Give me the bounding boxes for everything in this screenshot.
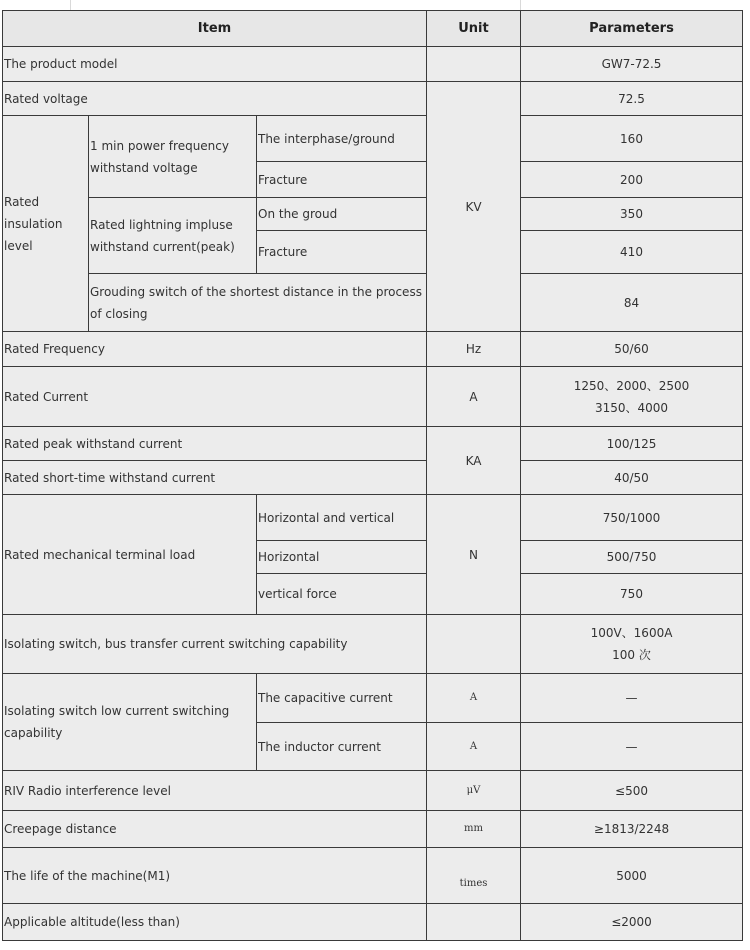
creepage-unit: mm — [427, 811, 521, 848]
header-unit: Unit — [427, 11, 521, 47]
table-row — [3, 82, 743, 116]
power-fracture-value: 200 — [521, 162, 743, 198]
table-row — [3, 771, 743, 811]
table-row — [3, 427, 743, 461]
header-parameters: Parameters — [521, 11, 743, 47]
frequency-value: 50/60 — [521, 332, 743, 367]
table-row — [3, 848, 743, 904]
ka-unit: KA — [427, 427, 521, 495]
riv-label: RIV Radio interference level — [3, 771, 427, 811]
h-value: 500/750 — [521, 541, 743, 574]
page-guide-line — [70, 0, 71, 10]
table-row — [3, 116, 743, 162]
frequency-label: Rated Frequency — [3, 332, 427, 367]
table-row — [3, 47, 743, 82]
spec-table — [2, 10, 743, 941]
mechanical-label: Rated mechanical terminal load — [3, 495, 257, 615]
life-label: The life of the machine(M1) — [3, 848, 427, 904]
rated-voltage-label: Rated voltage — [3, 82, 427, 116]
table-row — [3, 495, 743, 541]
bus-transfer-value — [521, 615, 743, 674]
power-fracture-label: Fracture — [257, 162, 427, 198]
table-header-row — [3, 11, 743, 47]
capacitive-unit: A — [427, 674, 521, 723]
lightning-fracture-label: Fracture — [257, 231, 427, 274]
product-model-label: The product model — [3, 47, 427, 82]
rated-voltage-value: 72.5 — [521, 82, 743, 116]
low-current-label: Isolating switch low current switching capability — [3, 674, 257, 771]
life-unit: times — [427, 848, 521, 904]
riv-value: ≤500 — [521, 771, 743, 811]
peak-withstand-label: Rated peak withstand current — [3, 427, 427, 461]
capacitive-label: The capacitive current — [257, 674, 427, 723]
table-row — [3, 904, 743, 941]
current-unit: A — [427, 367, 521, 427]
table-row — [3, 674, 743, 723]
lightning-impulse-label: Rated lightning impluse withstand current(peak) — [89, 198, 257, 274]
table-row — [3, 461, 743, 495]
kv-unit: KV — [427, 82, 521, 332]
bus-transfer-value-line1: 100V、1600A — [590, 626, 673, 640]
table-row — [3, 367, 743, 427]
table-row — [3, 811, 743, 848]
interphase-label: The interphase/ground — [257, 116, 427, 162]
capacitive-value: — — [521, 674, 743, 723]
altitude-label: Applicable altitude(less than) — [3, 904, 427, 941]
v-value: 750 — [521, 574, 743, 615]
grounding-switch-value: 84 — [521, 274, 743, 332]
table-row — [3, 274, 743, 332]
peak-withstand-value: 100/125 — [521, 427, 743, 461]
grounding-switch-label: Grouding switch of the shortest distance in the process of closing — [89, 274, 427, 332]
bus-transfer-label: Isolating switch, bus transfer current switching capability — [3, 615, 427, 674]
product-model-unit — [427, 47, 521, 82]
frequency-unit: Hz — [427, 332, 521, 367]
creepage-label: Creepage distance — [3, 811, 427, 848]
product-model-value: GW7-72.5 — [521, 47, 743, 82]
inductor-unit: A — [427, 723, 521, 771]
riv-unit: μV — [427, 771, 521, 811]
bus-transfer-unit — [427, 615, 521, 674]
altitude-unit — [427, 904, 521, 941]
mechanical-unit: N — [427, 495, 521, 615]
current-label: Rated Current — [3, 367, 427, 427]
short-time-label: Rated short-time withstand current — [3, 461, 427, 495]
power-frequency-label: 1 min power frequency withstand voltage — [89, 116, 257, 198]
short-time-value: 40/50 — [521, 461, 743, 495]
current-value-line1: 1250、2000、2500 — [573, 378, 690, 393]
altitude-value: ≤2000 — [521, 904, 743, 941]
table-row — [3, 615, 743, 674]
hv-value: 750/1000 — [521, 495, 743, 541]
ground-value: 350 — [521, 198, 743, 231]
current-value — [521, 367, 743, 427]
current-value-line2: 3150、4000 — [594, 400, 669, 415]
bus-transfer-value-line2: 100 次 — [612, 648, 651, 662]
inductor-value: — — [521, 723, 743, 771]
creepage-value: ≥1813/2248 — [521, 811, 743, 848]
v-label: vertical force — [257, 574, 427, 615]
h-label: Horizontal — [257, 541, 427, 574]
header-item: Item — [3, 11, 427, 47]
insulation-level-label: Rated insulation level — [3, 116, 89, 332]
lightning-fracture-value: 410 — [521, 231, 743, 274]
inductor-label: The inductor current — [257, 723, 427, 771]
page-guide-line — [520, 0, 521, 10]
table-row — [3, 198, 743, 231]
hv-label: Horizontal and vertical — [257, 495, 427, 541]
life-value: 5000 — [521, 848, 743, 904]
ground-label: On the groud — [257, 198, 427, 231]
table-row — [3, 332, 743, 367]
interphase-value: 160 — [521, 116, 743, 162]
